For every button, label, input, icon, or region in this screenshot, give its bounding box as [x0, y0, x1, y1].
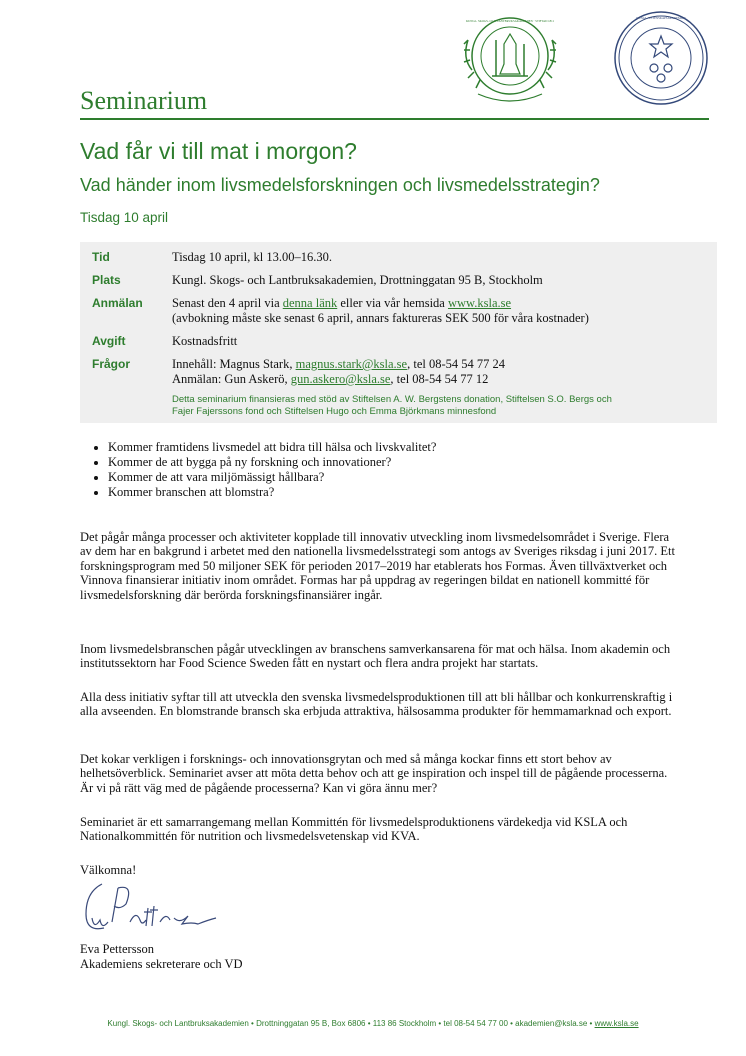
funding-note	[172, 394, 712, 418]
questions-label: Frågor	[92, 357, 131, 371]
paragraph-4: Det kokar verkligen i forsknings- och innovationsgrytan och med så många kockar finns ett stort behov av helhetsöverblick. Seminariet avser att möta detta behov och att ge inspiration och inspel till de pågående processerna. Är vi på rätt väg med de pågående processerna? Kan vi göra ännu mer?	[80, 752, 668, 795]
closing-greeting: Välkomna!	[80, 863, 137, 877]
page-subtitle: Vad händer inom livsmedelsforskningen och livsmedelsstrategin?	[80, 175, 600, 195]
registration-value	[172, 296, 589, 326]
contact-registration-text: Anmälan: Gun Askerö,	[172, 372, 291, 386]
questions-value	[172, 357, 505, 387]
paragraph-2: Inom livsmedelsbranschen pågår utvecklingen av branschens samverkansarena för mat och hälsa. Inom akademin och institutssektorn har Food Science Sweden fått en nystart och flera andra projekt har startats.	[80, 642, 671, 671]
page-title: Vad får vi till mat i morgon?	[80, 138, 357, 164]
paragraph-5: Seminariet är ett samarrangemang mellan Kommittén för livsmedelsproduktionens värdekedja vid KSLA och Nationalkommittén för nutrition och livsmedelsvetenskap vid KVA.	[80, 815, 628, 844]
time-value: Tisdag 10 april, kl 13.00–16.30.	[172, 250, 332, 264]
question-list	[80, 440, 708, 500]
website-link[interactable]: www.ksla.se	[447, 296, 512, 310]
list-item: • Kommer de att bygga på ny forskning och innovationer?	[108, 455, 708, 470]
signer-name: Eva Pettersson	[80, 942, 154, 956]
place-value: Kungl. Skogs- och Lantbruksakademien, Drottninggatan 95 B, Stockholm	[172, 273, 543, 287]
paragraph-1: Det pågår många processer och aktiviteter kopplade till innovativ utveckling inom livsmedelsområdet i Sverige. Flera av dem har en bakgrund i arbetet med den nationella livsmedelsstrategi som antogs av Sveriges riksdag i juni 2017. Ett forskningsprogram med 50 miljoner SEK för perioden 2017–2019 har etablerats hos Formas. Även tillväxtverket och Vinnova finansierar initiativ inom området. Formas har på uppdrag av regeringen bildat en nationell kommitté för livsmedelsforskning där berörda forskningsfinansiärer ingår.	[80, 530, 675, 602]
funding-line-1: Detta seminarium finansieras med stöd av Stiftelsen A. W. Bergstens donation, Stiftelsen S.O. Bergs och	[172, 394, 612, 405]
contact-registration-phone: , tel 08-54 54 77 12	[390, 372, 489, 386]
registration-link[interactable]: denna länk	[282, 296, 338, 310]
cancellation-note: (avbokning måste ske senast 6 april, annars faktureras SEK 500 för våra kostnader)	[172, 311, 589, 325]
ksla-logo-text: KUNGL. SKOGS- OCH LANTBRUKSAKADEMIEN · STIFTAD 1811	[465, 19, 555, 23]
contact-content-phone: , tel 08-54 54 77 24	[407, 357, 506, 371]
seminar-heading: Seminarium	[80, 86, 208, 115]
funding-line-2: Fajer Fajerssons fond och Stiftelsen Hugo och Emma Björkmans minnesfond	[172, 406, 497, 417]
info-box	[80, 242, 717, 423]
contact-registration-email[interactable]: gun.askero@ksla.se	[290, 372, 391, 386]
footer-text: Kungl. Skogs- och Lantbruksakademien • Drottninggatan 95 B, Box 6806 • 113 86 Stockholm • tel 08-54 54 77 00 • akademien@ksla.se •	[107, 1019, 595, 1028]
registration-text-1: Senast den 4 april via	[172, 296, 283, 310]
footer	[0, 1019, 746, 1028]
paragraph-3: Alla dess initiativ syftar till att utveckla den svenska livsmedelsproduktionen till att bli hållbar och konkurrenskraftig i alla avseenden. En blomstrande bransch ska erbjuda attraktiva, hälsosamma produkter för hemmamarknad och export.	[80, 690, 673, 719]
signature	[80, 878, 220, 940]
list-item: • Kommer de att vara miljömässigt hållbara?	[108, 470, 708, 485]
fee-label: Avgift	[92, 334, 126, 348]
date-line: Tisdag 10 april	[80, 210, 169, 225]
fee-value: Kostnadsfritt	[172, 334, 238, 348]
signer-title: Akademiens sekreterare och VD	[80, 957, 243, 971]
list-item: • Kommer branschen att blomstra?	[108, 485, 708, 500]
place-label: Plats	[92, 273, 121, 287]
registration-label: Anmälan	[92, 296, 143, 310]
contact-content-text: Innehåll: Magnus Stark,	[172, 357, 296, 371]
registration-text-2: eller via vår hemsida	[337, 296, 448, 310]
kva-logo-text: KUNGL. VETENSKAPSAKADEMIEN	[636, 16, 686, 20]
contact-content-email[interactable]: magnus.stark@ksla.se	[295, 357, 408, 371]
list-item: • Kommer framtidens livsmedel att bidra till hälsa och livskvalitet?	[108, 440, 708, 455]
heading-rule	[80, 118, 709, 120]
kva-logo	[613, 10, 709, 106]
time-label: Tid	[92, 250, 110, 264]
ksla-logo	[458, 10, 562, 106]
footer-link[interactable]: www.ksla.se	[594, 1019, 639, 1028]
